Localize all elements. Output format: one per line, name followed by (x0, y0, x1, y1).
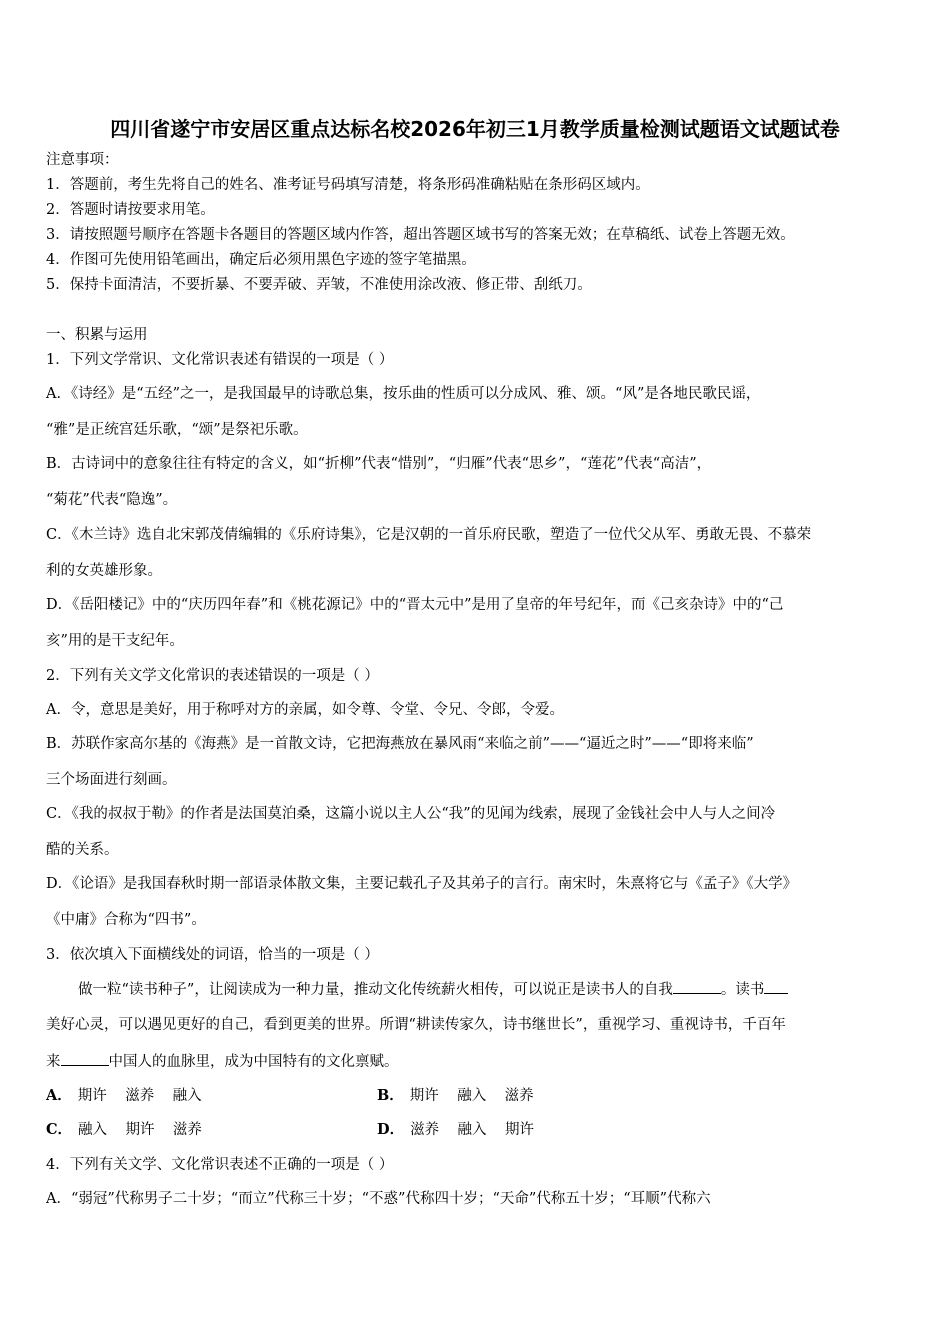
question-2-option-b: B．苏联作家高尔基的《海燕》是一首散文诗，它把海燕放在暴风雨“来临之前”——“逼近之时”——“即将来临” (46, 736, 754, 752)
question-2-stem: 2．下列有关文学文化常识的表述错误的一项是（ ） (46, 668, 379, 684)
section-heading: 一、积累与运用 (46, 327, 148, 343)
question-2-option-c: C．《我的叔叔于勒》的作者是法国莫泊桑，这篇小说以主人公“我”的见闻为线索，展现了金钱社会中人与人之间冷 (46, 806, 776, 822)
question-3-passage-line: 美好心灵，可以遇见更好的自己，看到更美的世界。所谓“耕读传家久，诗书继世长”，重视学习、重视诗书，千百年 (46, 1017, 786, 1033)
question-1-option-c-cont: 利的女英雄形象。 (46, 563, 162, 579)
question-1-stem: 1．下列文学常识、文化常识表述有错误的一项是（ ） (46, 352, 394, 368)
option-label: B． (377, 1087, 404, 1104)
question-3-stem: 3．依次填入下面横线处的词语，恰当的一项是（ ） (46, 947, 379, 963)
question-3-passage-line (78, 979, 788, 1000)
notice-item: 2．答题时请按要求用笔。 (46, 202, 215, 218)
question-1-option-c: C．《木兰诗》选自北宋郭茂倩编辑的《乐府诗集》，它是汉朝的一首乐府民歌，塑造了一位代父从军、勇敢无畏、不慕荣 (46, 527, 812, 543)
question-3-passage-line (46, 1051, 399, 1072)
question-4-option-a: A．“弱冠”代称男子二十岁；“而立”代称三十岁；“不惑”代称四十岁；“天命”代称五十岁；“耳顺”代称六 (46, 1191, 711, 1207)
notice-item: 5．保持卡面清洁，不要折暴、不要弄破、弄皱，不准使用涂改液、修正带、刮纸刀。 (46, 277, 592, 293)
question-4-stem: 4．下列有关文学、文化常识表述不正确的一项是（ ） (46, 1157, 394, 1173)
notice-item: 1．答题前，考生先将自己的姓名、准考证号码填写清楚，将条形码准确粘贴在条形码区域内。 (46, 177, 650, 193)
passage-text: 中国人的血脉里，成为中国特有的文化禀赋。 (108, 1054, 399, 1070)
option-text: 融入 期许 滋养 (78, 1122, 202, 1138)
question-1-option-d-cont: 亥”用的是干支纪年。 (46, 633, 184, 649)
passage-text: 来 (46, 1054, 61, 1070)
passage-text: 。读书 (720, 982, 765, 998)
question-3-option-c (46, 1120, 202, 1140)
fill-blank (673, 979, 721, 994)
question-2-option-b-cont: 三个场面进行刻画。 (46, 772, 177, 788)
option-label: C． (46, 1121, 73, 1138)
fill-blank (764, 979, 788, 994)
notice-item: 4．作图可先使用铅笔画出，确定后必须用黑色字迹的签字笔描黑。 (46, 252, 476, 268)
question-1-option-b: B．古诗词中的意象往往有特定的含义，如“折柳”代表“惜别”，“归雁”代表“思乡”，“莲花”代表“高洁”， (46, 456, 712, 472)
notice-item: 3．请按照题号顺序在答题卡各题目的答题区域内作答，超出答题区域书写的答案无效；在草稿纸、试卷上答题无效。 (46, 227, 795, 243)
question-2-option-a: A．令，意思是美好，用于称呼对方的亲属，如令尊、令堂、令兄、令郎，令爱。 (46, 702, 564, 718)
passage-text: 做一粒“读书种子”，让阅读成为一种力量，推动文化传统薪火相传，可以说正是读书人的自我 (78, 982, 673, 998)
option-text: 滋养 融入 期许 (410, 1122, 534, 1138)
question-1-option-b-cont: “菊花”代表“隐逸”。 (46, 492, 178, 508)
notice-heading: 注意事项： (46, 152, 119, 168)
option-label: A． (46, 1087, 72, 1104)
question-3-option-d (377, 1120, 534, 1140)
option-text: 期许 滋养 融入 (77, 1088, 202, 1104)
option-label: D． (377, 1121, 405, 1138)
question-2-option-d-cont: 《中庸》合称为“四书”。 (46, 912, 206, 928)
question-1-option-a: A．《诗经》是“五经”之一，是我国最早的诗歌总集，按乐曲的性质可以分成风、雅、颂。“风”是各地民歌民谣， (46, 386, 761, 402)
question-2-option-c-cont: 酷的关系。 (46, 842, 119, 858)
question-1-option-d: D．《岳阳楼记》中的“庆历四年春”和《桃花源记》中的“晋太元中”是用了皇帝的年号纪年，而《己亥杂诗》中的“己 (46, 597, 784, 613)
page-title: 四川省遂宁市安居区重点达标名校2026年初三1月教学质量检测试题语文试题试卷 (110, 117, 840, 141)
question-3-option-a (46, 1086, 202, 1106)
question-1-option-a-cont: “雅”是正统宫廷乐歌，“颂”是祭祀乐歌。 (46, 422, 308, 438)
option-text: 期许 融入 滋养 (409, 1088, 534, 1104)
question-3-option-b (377, 1086, 534, 1106)
fill-blank (61, 1051, 109, 1066)
question-2-option-d: D．《论语》是我国春秋时期一部语录体散文集，主要记载孔子及其弟子的言行。南宋时，朱熹将它与《孟子》《大学》 (46, 876, 798, 892)
